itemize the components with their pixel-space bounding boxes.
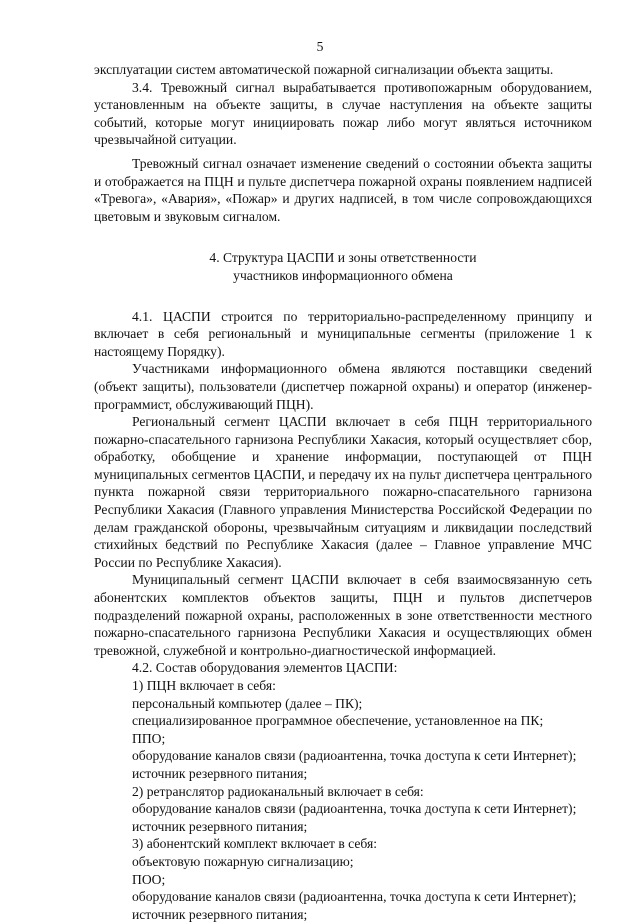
municipal-segment-paragraph: Муниципальный сегмент ЦАСПИ включает в себя взаимосвязанную сеть абонентских комплектов объектов защиты, ПЦН и пультов диспетчеров подразделений пожарной охраны, расположенных в зоне ответственности местного пожарно-спасательного гарнизона Республики Хакасия и осуществляющих обмен тревожной, служебной и контрольно-диагностической информацией. <box>94 572 592 658</box>
participants-paragraph: Участниками информационного обмена являются поставщики сведений (объект защиты), пользователи (диспетчер пожарной охраны) и оператор (инженер-программист, обслуживающий ПЦН). <box>94 361 592 412</box>
section-heading-line-2: участников информационного обмена <box>233 267 453 283</box>
list-item: источник резервного питания; <box>132 765 308 781</box>
page-number: 5 <box>316 39 324 54</box>
paragraph-4-1: 4.1. ЦАСПИ строится по территориально-распределенному принципу и включает в себя региональный и муниципальные сегменты (приложение 1 к настоящему Порядку). <box>94 308 592 359</box>
paragraph-3-4: 3.4. Тревожный сигнал вырабатывается противопожарным оборудованием, установленным на объекте защиты, в случае наступления на объекте защиты событий, которые могут инициировать пожар либо могут являться источником чрезвычайной ситуации. <box>94 79 592 148</box>
list-item: объектовую пожарную сигнализацию; <box>132 853 354 869</box>
list-item: оборудование каналов связи (радиоантенна, точка доступа к сети Интернет); <box>132 889 577 905</box>
section-heading-line-1: 4. Структура ЦАСПИ и зоны ответственности <box>209 250 477 266</box>
list-item: ППО; <box>132 730 166 746</box>
list-item: специализированное программное обеспечение, установленное на ПК; <box>132 713 544 729</box>
document-body <box>94 61 592 923</box>
list-item: источник резервного питания; <box>132 906 308 922</box>
list-item: 1) ПЦН включает в себя: <box>132 678 276 693</box>
list-item: оборудование каналов связи (радиоантенна, точка доступа к сети Интернет); <box>132 801 577 817</box>
list-item: 4.2. Состав оборудования элементов ЦАСПИ: <box>132 660 398 676</box>
continuation-paragraph: эксплуатации систем автоматической пожарной сигнализации объекта защиты. <box>94 62 554 77</box>
list-item: персональный компьютер (далее – ПК); <box>132 695 363 711</box>
equipment-list <box>94 659 592 923</box>
alarm-signal-paragraph: Тревожный сигнал означает изменение сведений о состоянии объекта защиты и отображается на ПЦН и пульте диспетчера пожарной охраны появлением надписей «Тревога», «Авария», «Пожар» и других надписей, в том числе сопровождающихся цветовым и звуковым сигналом. <box>94 155 592 224</box>
list-item: 2) ретранслятор радиоканальный включает в себя: <box>132 783 424 799</box>
list-item: ПОО; <box>132 871 166 887</box>
regional-segment-paragraph: Региональный сегмент ЦАСПИ включает в себя ПЦН территориального пожарно-спасательного гарнизона Республики Хакасия, который осуществляет сбор, обработку, обобщение и хранение информации, поступающей от ПЦН муниципальных сегментов ЦАСПИ, и передачу их на пульт диспетчера центрального пункта пожарной связи территориального пожарно-спасательного гарнизона Республики Хакасия (Главного управления Министерства Российской Федерации по делам гражданской обороны, чрезвычайным ситуациям и ликвидации последствий стихийных бедствий по Республике Хакасия (далее – Главное управление МЧС России по Республике Хакасия). <box>94 414 592 570</box>
list-item: источник резервного питания; <box>132 818 308 834</box>
list-item: оборудование каналов связи (радиоантенна, точка доступа к сети Интернет); <box>132 748 577 764</box>
list-item: 3) абонентский комплект включает в себя: <box>132 836 377 852</box>
section-heading <box>94 249 592 284</box>
